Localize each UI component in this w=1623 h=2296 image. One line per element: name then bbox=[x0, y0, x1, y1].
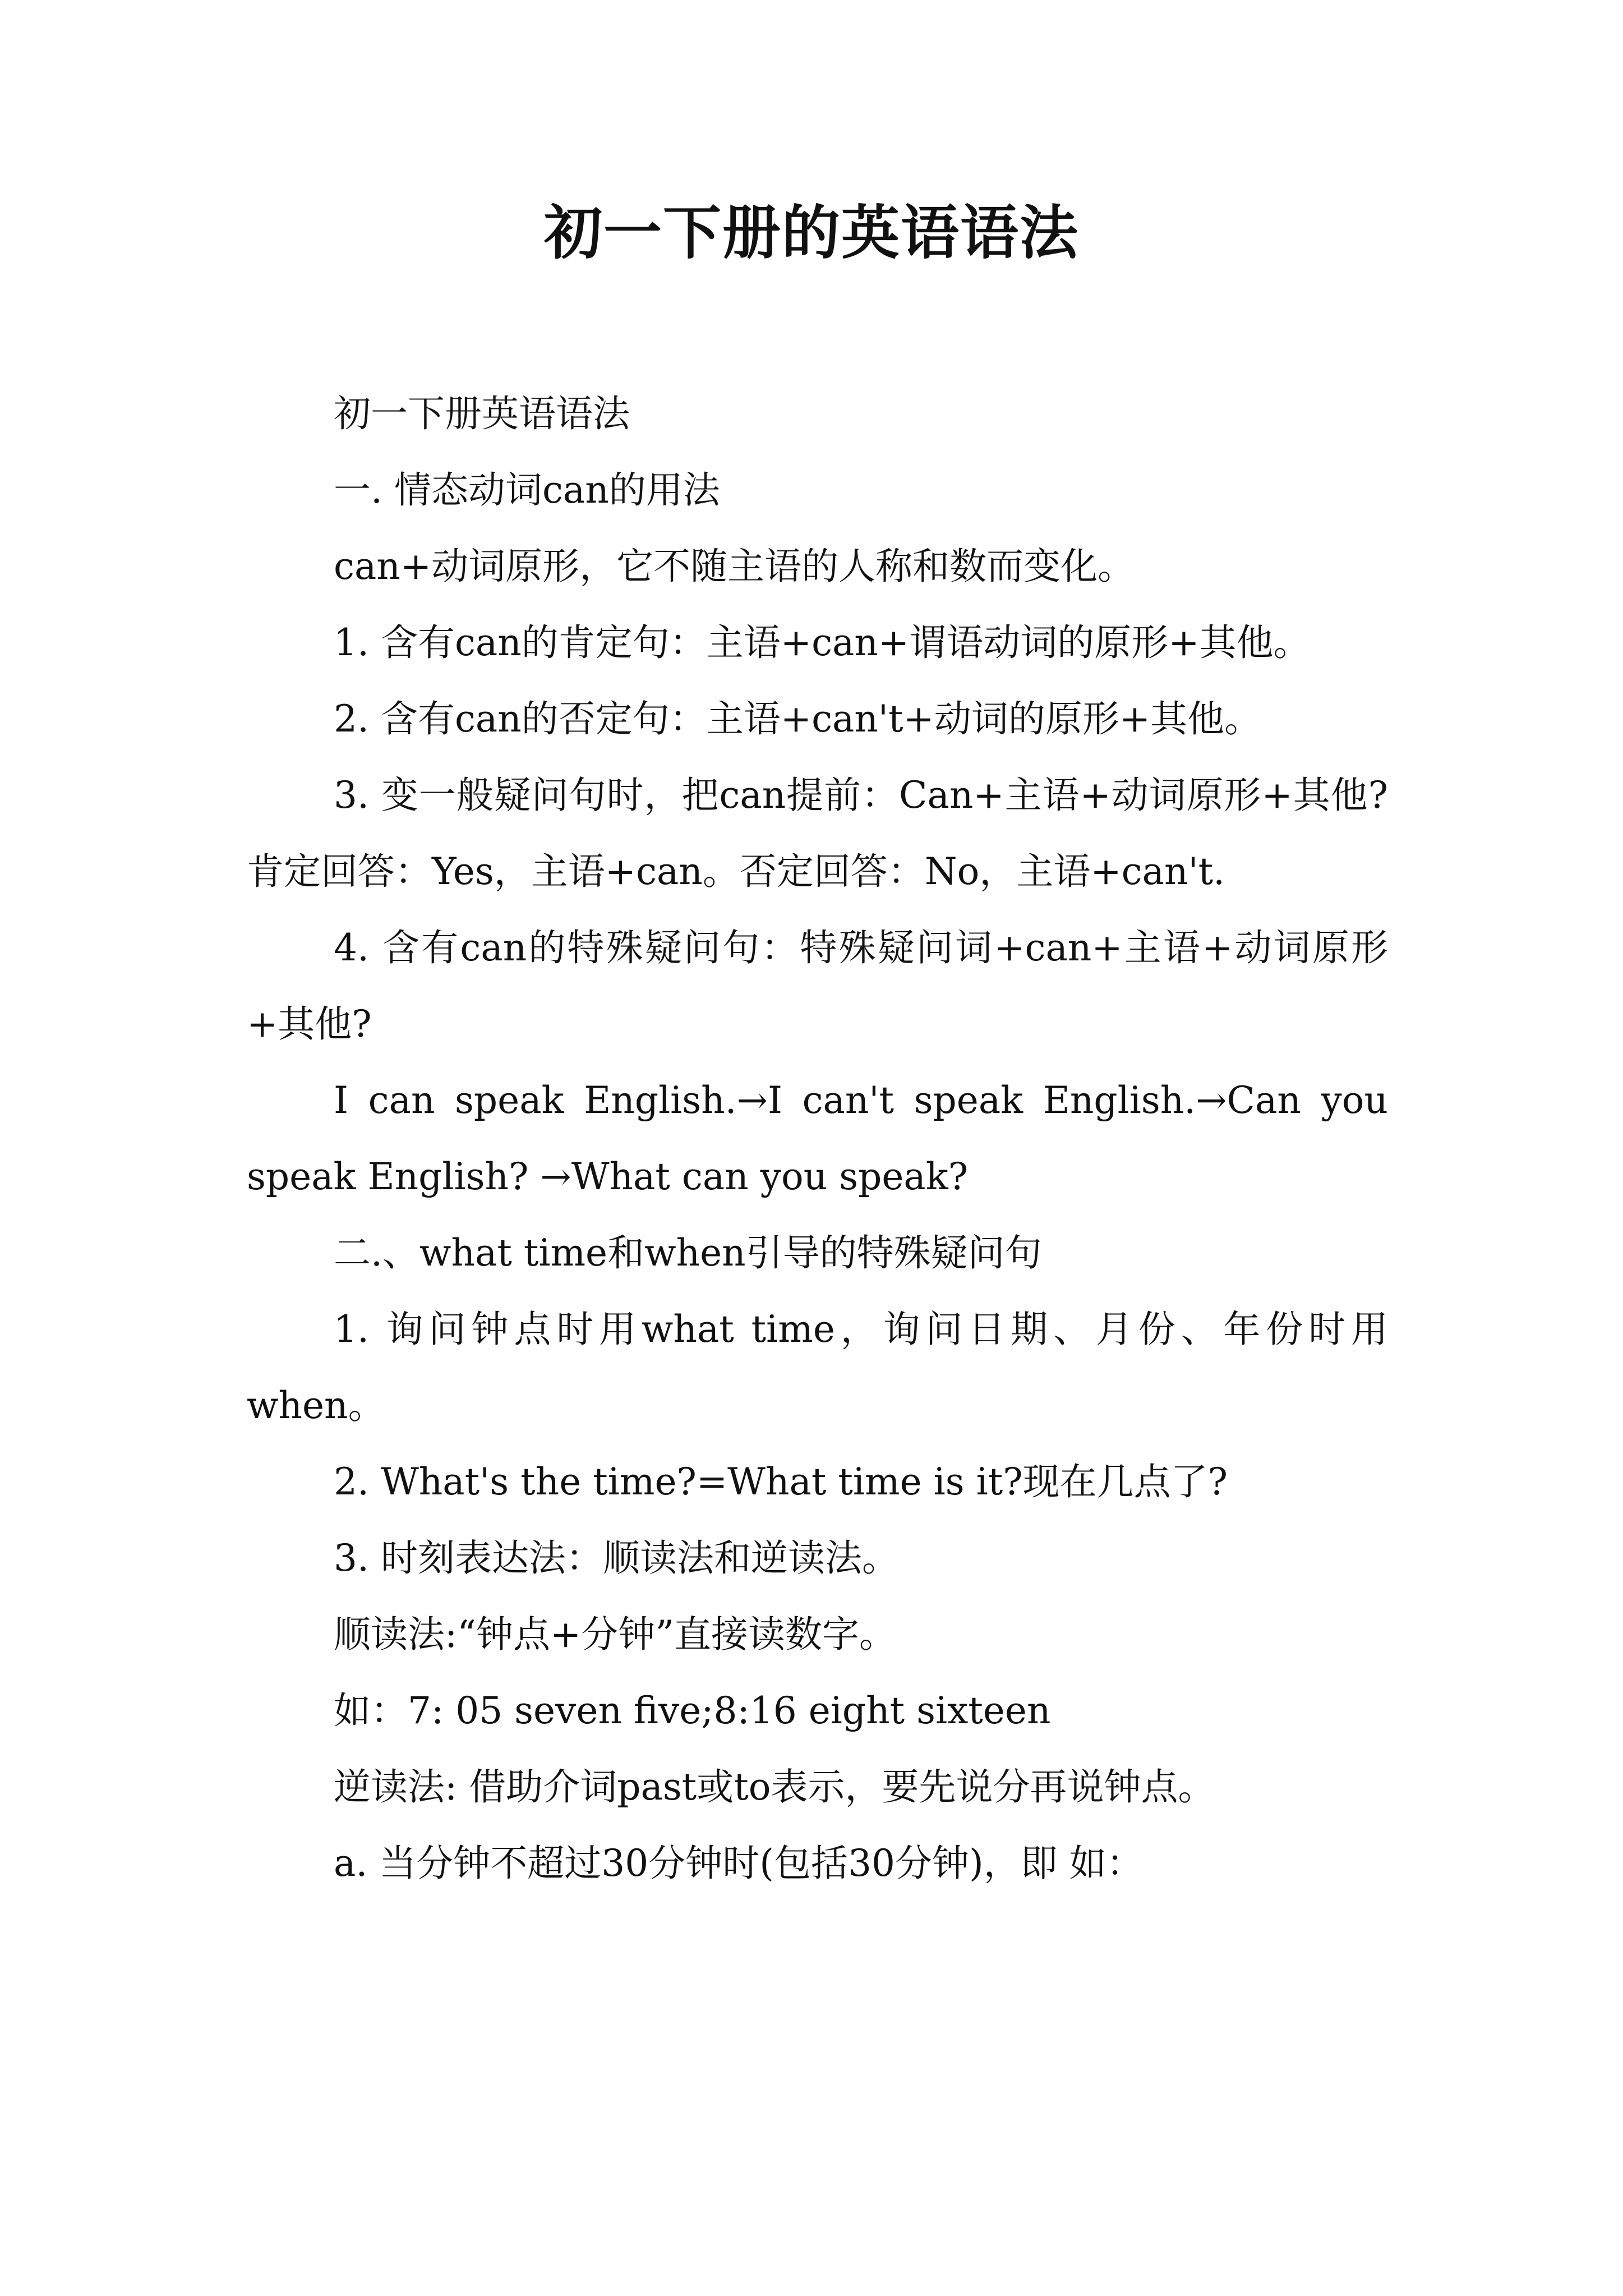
paragraph: 4. 含有can的特殊疑问句：特殊疑问词+can+主语+动词原形+其他? bbox=[247, 926, 1388, 1046]
paragraph: 逆读法: 借助介词past或to表示，要先说分再说钟点。 bbox=[334, 1765, 1215, 1809]
paragraph: 3. 时刻表达法：顺读法和逆读法。 bbox=[334, 1536, 899, 1580]
paragraph: 顺读法:“钟点+分钟”直接读数字。 bbox=[334, 1613, 897, 1656]
paragraph: 3. 变一般疑问句时，把can提前：Can+主语+动词原形+其他? 肯定回答：Yes，主语+can。否定回答：No，主语+can't. bbox=[247, 774, 1388, 893]
document-title: 初一下册的英语语法 bbox=[543, 198, 1079, 267]
document-body bbox=[247, 376, 1388, 1902]
paragraph-section-1: 一. 情态动词can的用法 bbox=[334, 468, 720, 512]
paragraph: a. 当分钟不超过30分钟时(包括30分钟)，即 如： bbox=[334, 1842, 1144, 1885]
paragraph: can+动词原形，它不随主语的人称和数而变化。 bbox=[334, 545, 1135, 588]
paragraph: 1. 询问钟点时用what time，询问日期、月份、年份时用when。 bbox=[247, 1308, 1388, 1427]
paragraph: 如：7: 05 seven five;8:16 eight sixteen bbox=[334, 1689, 1051, 1732]
paragraph: 1. 含有can的肯定句：主语+can+谓语动词的原形+其他。 bbox=[334, 621, 1311, 664]
paragraph-section-2: 二.、what time和when引导的特殊疑问句 bbox=[334, 1231, 1042, 1274]
paragraph-heading: 初一下册英语语法 bbox=[334, 392, 630, 435]
paragraph-example: I can speak English.→I can't speak English.→Can you speak English? →What can you speak? bbox=[247, 1079, 1388, 1198]
paragraph: 2. What's the time?=What time is it?现在几点了? bbox=[334, 1460, 1228, 1503]
paragraph: 2. 含有can的否定句：主语+can't+动词的原形+其他。 bbox=[334, 697, 1262, 740]
